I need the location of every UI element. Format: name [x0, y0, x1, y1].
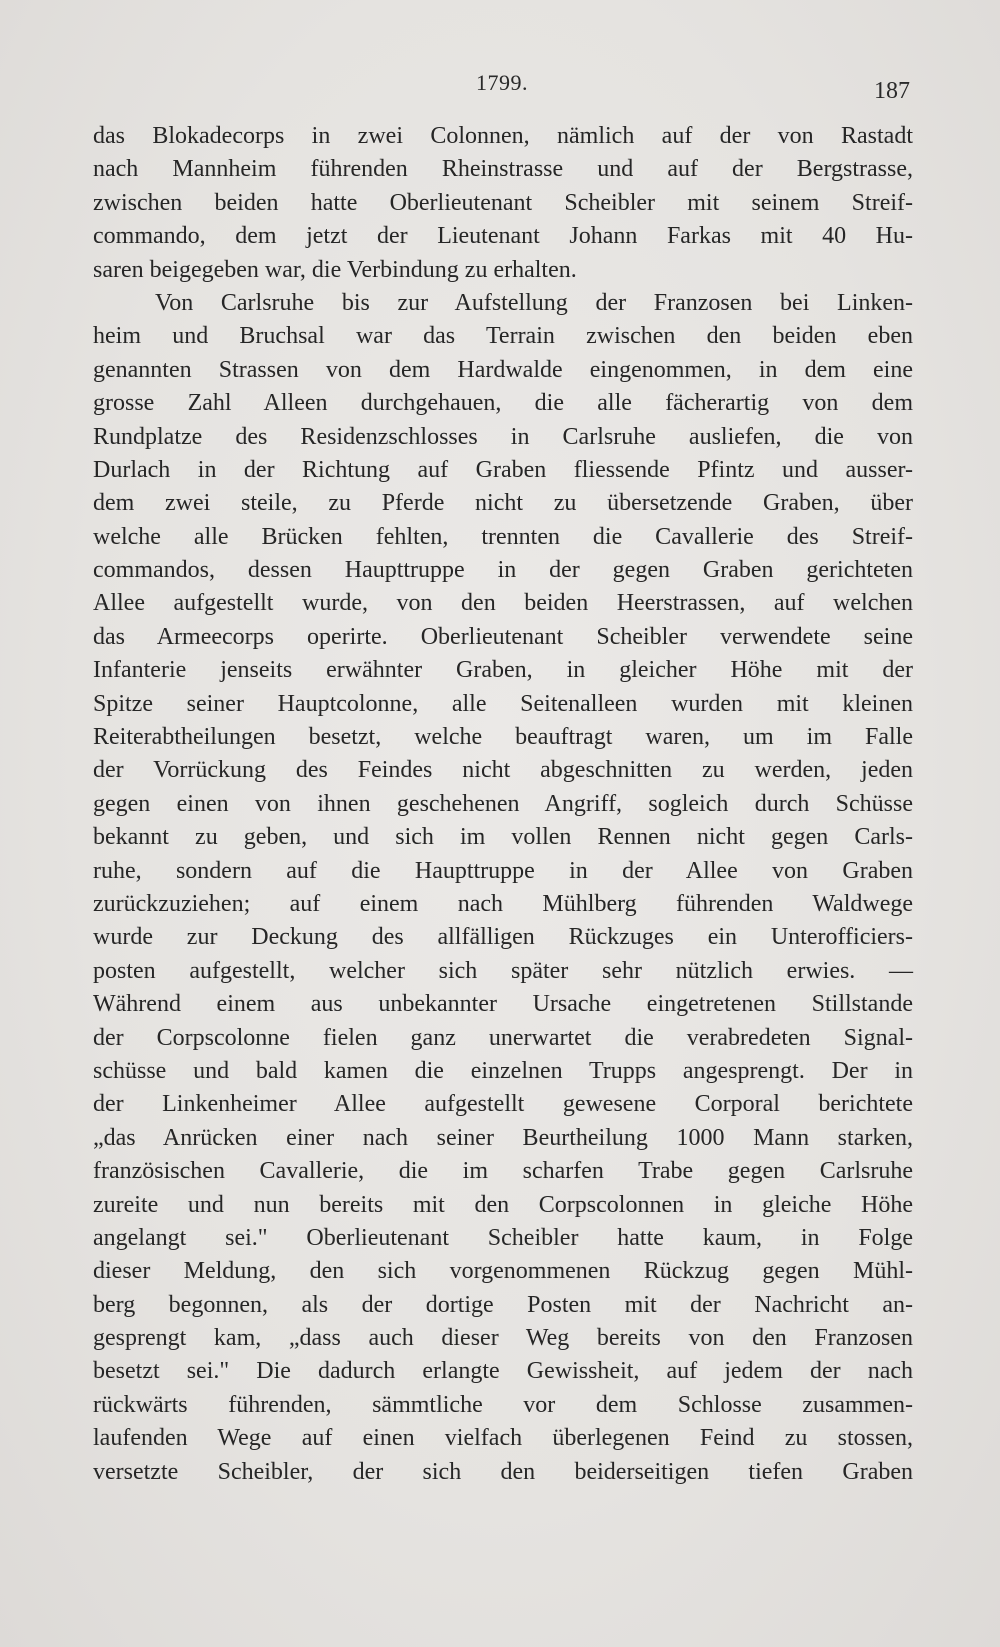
text-line: „das Anrücken einer nach seiner Beurtheilung 1000 Mann starken,: [93, 1124, 913, 1151]
text-line: das Armeecorps operirte. Oberlieutenant Scheibler verwendete seine: [93, 623, 913, 650]
text-line: der Linkenheimer Allee aufgestellt gewesene Corporal berichtete: [93, 1091, 913, 1118]
text-line: schüsse und bald kamen die einzelnen Trupps angesprengt. Der in: [93, 1057, 913, 1084]
text-line: wurde zur Deckung des allfälligen Rückzuges ein Unterofficiers-: [93, 924, 913, 951]
text-line: laufenden Wege auf einen vielfach überlegenen Feind zu stossen,: [93, 1425, 913, 1452]
text-line: zurückzuziehen; auf einem nach Mühlberg führenden Waldwege: [93, 890, 913, 917]
text-line: Spitze seiner Hauptcolonne, alle Seitenalleen wurden mit kleinen: [93, 690, 913, 717]
text-line: saren beigegeben war, die Verbindung zu erhalten.: [93, 256, 577, 283]
text-line: das Blokadecorps in zwei Colonnen, nämlich auf der von Rastadt: [93, 123, 913, 149]
text-line: besetzt sei." Die dadurch erlangte Gewissheit, auf jedem der nach: [93, 1358, 913, 1385]
text-line: gesprengt kam, „dass auch dieser Weg bereits von den Franzosen: [93, 1325, 913, 1352]
text-line: rückwärts führenden, sämmtliche vor dem Schlosse zusammen-: [93, 1391, 913, 1418]
text-line: grosse Zahl Alleen durchgehauen, die alle fächerartig von dem: [93, 390, 913, 417]
text-line: dieser Meldung, den sich vorgenommenen Rückzug gegen Mühl-: [93, 1258, 913, 1285]
text-line: gegen einen von ihnen geschehenen Angriff, sogleich durch Schüsse: [93, 790, 913, 817]
text-line: Während einem aus unbekannter Ursache eingetretenen Stillstande: [93, 991, 913, 1018]
page-number: 187: [874, 78, 910, 104]
text-line: welche alle Brücken fehlten, trennten die Cavallerie des Streif-: [93, 523, 913, 550]
body-text: [93, 120, 913, 1489]
text-line: der Vorrückung des Feindes nicht abgeschnitten zu werden, jeden: [93, 757, 913, 784]
text-line: commandos, dessen Haupttruppe in der gegen Graben gerichteten: [93, 557, 913, 584]
text-line: posten aufgestellt, welcher sich später sehr nützlich erwies. —: [93, 957, 913, 984]
text-line: Durlach in der Richtung auf Graben fliessende Pfintz und ausser-: [93, 456, 913, 483]
text-line: dem zwei steile, zu Pferde nicht zu übersetzende Graben, über: [93, 490, 913, 517]
text-line: Reiterabtheilungen besetzt, welche beauftragt waren, um im Falle: [93, 724, 913, 751]
text-line: der Corpscolonne fielen ganz unerwartet die verabredeten Signal-: [93, 1024, 913, 1051]
text-line: angelangt sei." Oberlieutenant Scheibler hatte kaum, in Folge: [93, 1224, 913, 1251]
text-line: berg begonnen, als der dortige Posten mit der Nachricht an-: [93, 1291, 913, 1318]
text-line: Rundplatze des Residenzschlosses in Carlsruhe ausliefen, die von: [93, 423, 913, 450]
text-line: Infanterie jenseits erwähnter Graben, in gleicher Höhe mit der: [93, 657, 913, 684]
text-line: französischen Cavallerie, die im scharfen Trabe gegen Carlsruhe: [93, 1158, 913, 1185]
text-line: zureite und nun bereits mit den Corpscolonnen in gleiche Höhe: [93, 1191, 913, 1218]
text-line: genannten Strassen von dem Hardwalde eingenommen, in dem eine: [93, 356, 913, 383]
running-header-year: 1799.: [476, 70, 528, 95]
text-line: versetzte Scheibler, der sich den beiderseitigen tiefen Graben: [93, 1458, 913, 1485]
text-line: nach Mannheim führenden Rheinstrasse und auf der Bergstrasse,: [93, 156, 913, 183]
text-line: Von Carlsruhe bis zur Aufstellung der Franzosen bei Linken-: [155, 289, 913, 316]
text-line: heim und Bruchsal war das Terrain zwischen den beiden eben: [93, 323, 913, 350]
text-line: ruhe, sondern auf die Haupttruppe in der Allee von Graben: [93, 857, 913, 884]
text-line: bekannt zu geben, und sich im vollen Rennen nicht gegen Carls-: [93, 824, 913, 851]
text-line: Allee aufgestellt wurde, von den beiden Heerstrassen, auf welchen: [93, 590, 913, 617]
text-line: commando, dem jetzt der Lieutenant Johann Farkas mit 40 Hu-: [93, 223, 913, 250]
text-line: zwischen beiden hatte Oberlieutenant Scheibler mit seinem Streif-: [93, 189, 913, 216]
